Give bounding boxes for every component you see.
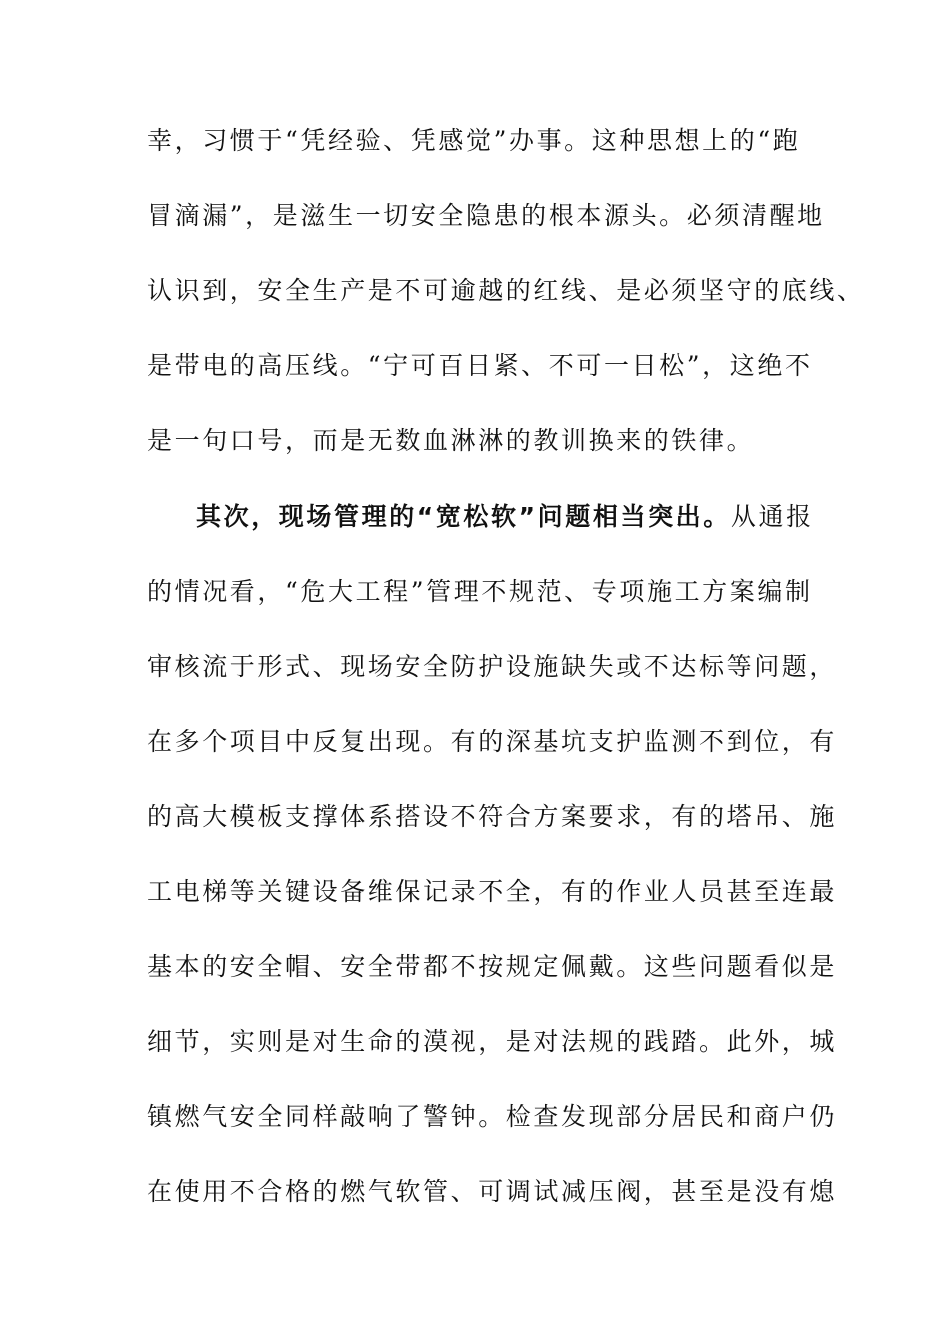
text-line: 镇燃气安全同样敲响了警钟。检查发现部分居民和商户仍 bbox=[147, 1102, 838, 1131]
text-line: 认识到，安全生产是不可逾越的红线、是必须坚守的底线、 bbox=[147, 276, 865, 305]
text-line: 在使用不合格的燃气软管、可调试减压阀，甚至是没有熄 bbox=[147, 1177, 838, 1206]
text-line: 的情况看，“危大工程”管理不规范、专项施工方案编制 bbox=[147, 577, 813, 606]
text-line: 工电梯等关键设备维保记录不全，有的作业人员甚至连最 bbox=[147, 877, 838, 906]
paragraph-first-line bbox=[196, 502, 814, 532]
text-line: 基本的安全帽、安全带都不按规定佩戴。这些问题看似是 bbox=[147, 952, 838, 981]
text-line: 是带电的高压线。“宁可百日紧、不可一日松”，这绝不 bbox=[147, 351, 813, 380]
text-line: 审核流于形式、现场安全防护设施缺失或不达标等问题， bbox=[147, 652, 838, 681]
text-line: 冒滴漏”，是滋生一切安全隐患的根本源头。必须清醒地 bbox=[147, 201, 825, 230]
paragraph-lead-text: 从通报 bbox=[730, 502, 814, 531]
text-line: 幸，习惯于“凭经验、凭感觉”办事。这种思想上的“跑 bbox=[147, 126, 801, 155]
text-line: 的高大模板支撑体系搭设不符合方案要求，有的塔吊、施 bbox=[147, 802, 838, 831]
text-line: 是一句口号，而是无数血淋淋的教训换来的铁律。 bbox=[147, 426, 755, 455]
paragraph-heading: 其次，现场管理的“宽松软”问题相当突出。 bbox=[196, 502, 731, 531]
text-line: 在多个项目中反复出现。有的深基坑支护监测不到位，有 bbox=[147, 727, 838, 756]
text-line: 细节，实则是对生命的漠视，是对法规的践踏。此外，城 bbox=[147, 1027, 838, 1056]
